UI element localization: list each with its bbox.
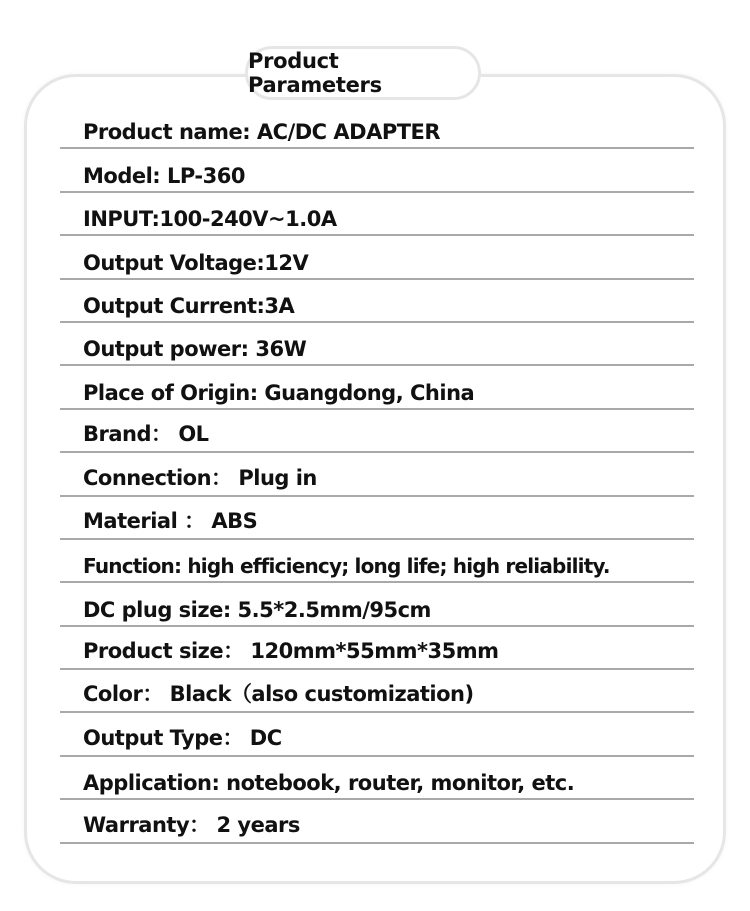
parameter-text: Color： Black（also customization) <box>83 682 474 707</box>
parameter-row-product-size <box>60 627 694 670</box>
parameter-row-product-name <box>60 106 694 149</box>
parameter-row-place-of-origin <box>60 366 694 409</box>
parameter-row-input <box>60 193 694 236</box>
parameter-text: Product size： 120mm*55mm*35mm <box>83 639 499 664</box>
parameter-text: Application: notebook, router, monitor, etc. <box>83 771 575 796</box>
parameter-text: INPUT:100-240V~1.0A <box>83 207 337 232</box>
parameter-row-warranty <box>60 800 694 843</box>
parameter-text: Warranty： 2 years <box>83 812 300 837</box>
parameter-text: Output Current:3A <box>83 293 295 318</box>
parameter-text: Function: high efficiency; long life; high reliability. <box>83 554 610 579</box>
parameter-row-application <box>60 757 694 800</box>
parameter-row-function <box>60 540 694 583</box>
parameters-list <box>60 106 694 844</box>
parameter-text: Output Type： DC <box>83 725 282 750</box>
parameter-row-output-type <box>60 713 694 756</box>
parameter-text: Model: LP-360 <box>83 163 245 188</box>
parameter-row-material <box>60 497 694 540</box>
parameter-row-output-current <box>60 280 694 323</box>
parameter-text: Output power: 36W <box>83 337 307 362</box>
parameter-text: Place of Origin: Guangdong, China <box>83 380 475 405</box>
parameter-row-dc-plug-size <box>60 583 694 626</box>
parameter-row-model <box>60 149 694 192</box>
parameter-text: Output Voltage:12V <box>83 250 309 275</box>
parameter-text: DC plug size: 5.5*2.5mm/95cm <box>83 597 431 622</box>
page-title: Product Parameters <box>245 46 481 100</box>
parameter-row-connection <box>60 453 694 496</box>
parameter-text: Material ： ABS <box>83 508 258 533</box>
parameter-row-brand <box>60 410 694 453</box>
parameter-row-color <box>60 670 694 713</box>
parameter-row-output-power <box>60 323 694 366</box>
parameter-row-output-voltage <box>60 236 694 279</box>
parameter-text: Connection： Plug in <box>83 465 317 490</box>
parameter-text: Brand： OL <box>83 422 209 447</box>
parameter-text: Product name: AC/DC ADAPTER <box>83 120 441 145</box>
